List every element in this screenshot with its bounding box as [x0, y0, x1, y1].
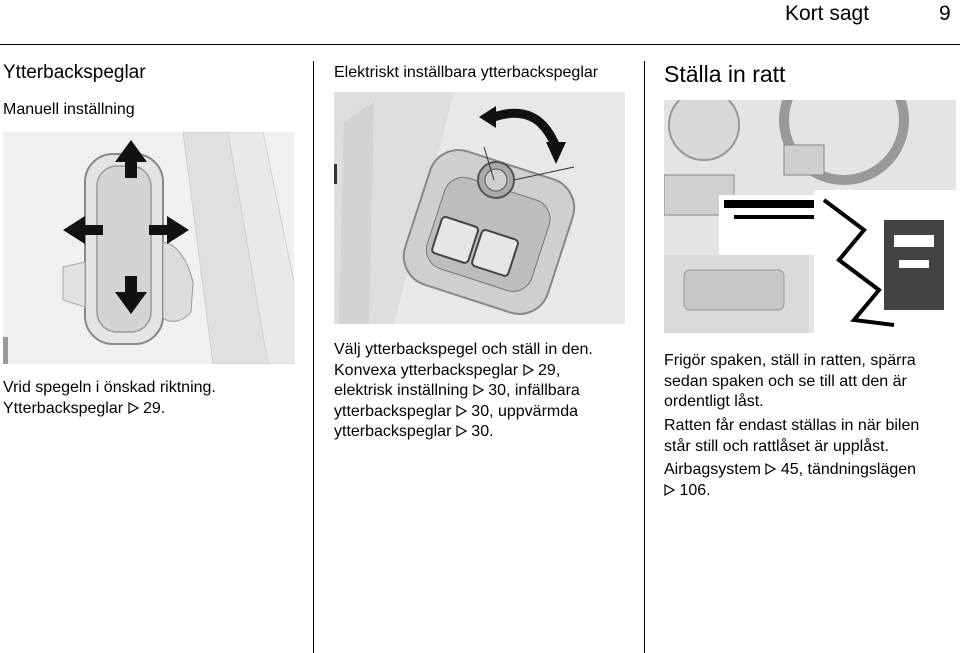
page-ref: 30. — [471, 423, 494, 440]
page-ref-arrow-icon — [473, 384, 484, 396]
text-line — [334, 361, 593, 382]
text-line — [334, 402, 593, 423]
paragraph-manual — [3, 378, 216, 419]
text-fragment: Ytterbackspeglar — [3, 399, 124, 417]
text-line — [664, 481, 916, 502]
page-ref-arrow-icon — [765, 463, 776, 475]
page-ref-arrow-icon — [664, 484, 675, 496]
page-ref-arrow-icon — [456, 405, 467, 417]
text-fragment: ytterbackspeglar — [334, 402, 452, 420]
page-ref-arrow-icon — [456, 425, 467, 437]
text-line: Ratten får endast ställas in när bilen — [664, 417, 920, 434]
text-fragment: Konvexa ytterbackspeglar — [334, 361, 519, 379]
page-ref: 45, tändningslägen — [780, 461, 917, 478]
page-ref: 30, infällbara — [488, 382, 580, 399]
header-rule — [0, 44, 960, 45]
text-line: Frigör spaken, ställ in ratten, spärra — [664, 352, 916, 369]
text-line: Välj ytterbackspegel och ställ in den. — [334, 341, 593, 358]
page-ref-arrow-icon — [128, 402, 139, 414]
subheading: Elektriskt inställbara ytterbackspeglar — [334, 64, 599, 81]
paragraph-steering-1 — [664, 351, 916, 413]
page-ref-arrow-icon — [523, 364, 534, 376]
text-line — [334, 381, 593, 402]
page-ref: 29, — [538, 361, 561, 379]
page-number: 9 — [939, 2, 951, 25]
figure-electric-mirror — [334, 92, 625, 324]
column-divider — [644, 61, 645, 653]
paragraph-steering-2 — [664, 416, 919, 457]
paragraph-steering-3 — [664, 460, 916, 501]
text-line: ordentligt låst. — [664, 393, 764, 410]
figure-steering — [664, 100, 956, 333]
text-line — [3, 399, 216, 420]
page-ref: 30, uppvärmda — [471, 402, 579, 420]
section-heading: Ställa in ratt — [664, 61, 786, 87]
paragraph-electric — [334, 340, 593, 443]
page-ref: 29. — [142, 399, 166, 417]
switch-illustration — [334, 92, 625, 324]
text-line — [334, 422, 593, 443]
section-heading: Ytterbackspeglar — [3, 62, 146, 83]
text-line: står still och rattlåset är upplåst. — [664, 437, 889, 455]
text-fragment: elektrisk inställning — [334, 382, 469, 399]
mirror-illustration — [3, 132, 294, 364]
text-fragment: Airbagsystem — [664, 461, 761, 478]
page-ref: 106. — [679, 481, 711, 499]
column-divider — [313, 61, 314, 653]
subheading: Manuell inställning — [3, 101, 135, 118]
steering-illustration — [664, 100, 956, 333]
text-line — [664, 460, 916, 481]
figure-manual-mirror — [3, 132, 294, 364]
text-fragment: ytterbackspeglar — [334, 423, 452, 440]
text-line: Vrid spegeln i önskad riktning. — [3, 379, 216, 396]
running-header-title: Kort sagt — [785, 2, 870, 25]
text-line: sedan spaken och se till att den är — [664, 372, 907, 390]
